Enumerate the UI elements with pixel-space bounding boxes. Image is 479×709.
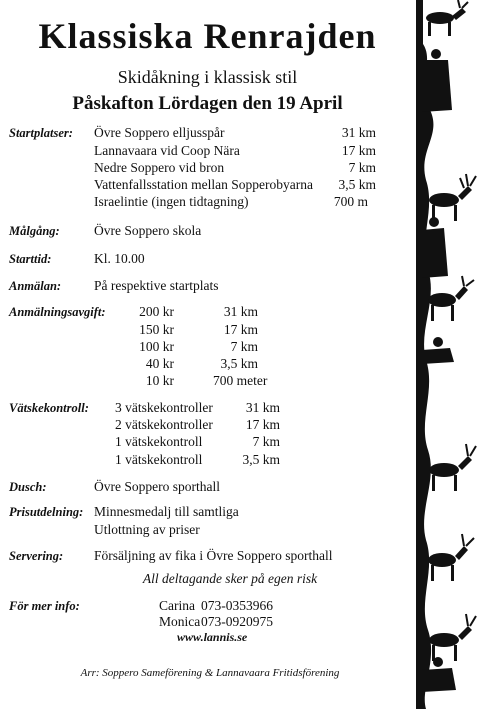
vatske-dist: 31 km: [245, 400, 280, 415]
start-dist: 3,5 km: [338, 177, 376, 192]
start-place: Nedre Soppero vid bron: [94, 160, 225, 175]
fee-dist: 17 km: [223, 322, 258, 337]
info-label: För mer info:: [9, 599, 80, 613]
vatske-dist: 3,5 km: [242, 452, 280, 467]
fee-price: 10 kr: [145, 373, 174, 388]
fee-dist: 7 km: [230, 339, 258, 354]
anmalan-label: Anmälan:: [9, 279, 62, 293]
malgang-label: Målgång:: [9, 224, 60, 238]
reindeer-caravan-border: [408, 0, 479, 709]
poster-subtitle: Skidåkning i klassisk stil: [117, 67, 298, 87]
vatske-count: 2 vätskekontroller: [115, 417, 213, 432]
servering-value: Försäljning av fika i Övre Soppero sporthall: [94, 548, 333, 563]
vatske-count: 1 vätskekontroll: [115, 452, 203, 467]
prisutdelning-line2: Utlottning av priser: [94, 522, 200, 537]
dusch-value: Övre Soppero sporthall: [94, 479, 220, 494]
start-place: Israelintie (ingen tidtagning): [94, 194, 249, 209]
start-dist: 31 km: [341, 125, 376, 140]
prisutdelning-line1: Minnesmedalj till samtliga: [94, 504, 239, 519]
malgang-value: Övre Soppero skola: [94, 223, 202, 238]
fee-price: 100 kr: [139, 339, 174, 354]
start-place: Vattenfallsstation mellan Sopperobyarna: [94, 177, 313, 192]
fee-dist: 31 km: [223, 304, 258, 319]
vatske-count: 1 vätskekontroll: [115, 434, 203, 449]
contact-phone: 073-0353966: [201, 598, 273, 613]
prisutdelning-label: Prisutdelning:: [9, 505, 84, 519]
fee-dist: 3,5 km: [220, 356, 258, 371]
website-link[interactable]: www.lannis.se: [177, 630, 248, 644]
avgift-label: Anmälningsavgift:: [9, 305, 106, 319]
contact-phone: 073-0920975: [201, 614, 273, 629]
start-place: Lannavaara vid Coop Nära: [94, 143, 240, 158]
start-dist: 7 km: [348, 160, 376, 175]
start-place: Övre Soppero elljusspår: [94, 125, 225, 140]
start-dist: 700 m: [333, 194, 368, 209]
contact-name: Carina: [159, 598, 195, 613]
starttid-label: Starttid:: [9, 252, 52, 266]
poster-title: Klassiska Renrajden: [38, 16, 377, 56]
servering-label: Servering:: [9, 549, 64, 563]
vatske-dist: 17 km: [245, 417, 280, 432]
fee-price: 200 kr: [139, 304, 174, 319]
event-date: Påskafton Lördagen den 19 April: [72, 93, 343, 114]
vatske-count: 3 vätskekontroller: [115, 400, 213, 415]
dusch-label: Dusch:: [9, 480, 47, 494]
contact-name: Monica: [159, 614, 201, 629]
organizer-footer: Arr: Soppero Sameförening & Lannavaara Fritidsförening: [80, 667, 340, 679]
starttid-value: Kl. 10.00: [94, 251, 145, 266]
vatske-label: Vätskekontroll:: [9, 401, 89, 415]
fee-price: 40 kr: [145, 356, 174, 371]
startplatser-label: Startplatser:: [9, 126, 73, 140]
fee-dist: 700 meter: [213, 373, 268, 388]
fee-price: 150 kr: [139, 322, 174, 337]
start-dist: 17 km: [341, 143, 376, 158]
risk-notice: All deltagande sker på egen risk: [142, 571, 318, 586]
vatske-dist: 7 km: [252, 434, 280, 449]
anmalan-value: På respektive startplats: [94, 278, 219, 293]
